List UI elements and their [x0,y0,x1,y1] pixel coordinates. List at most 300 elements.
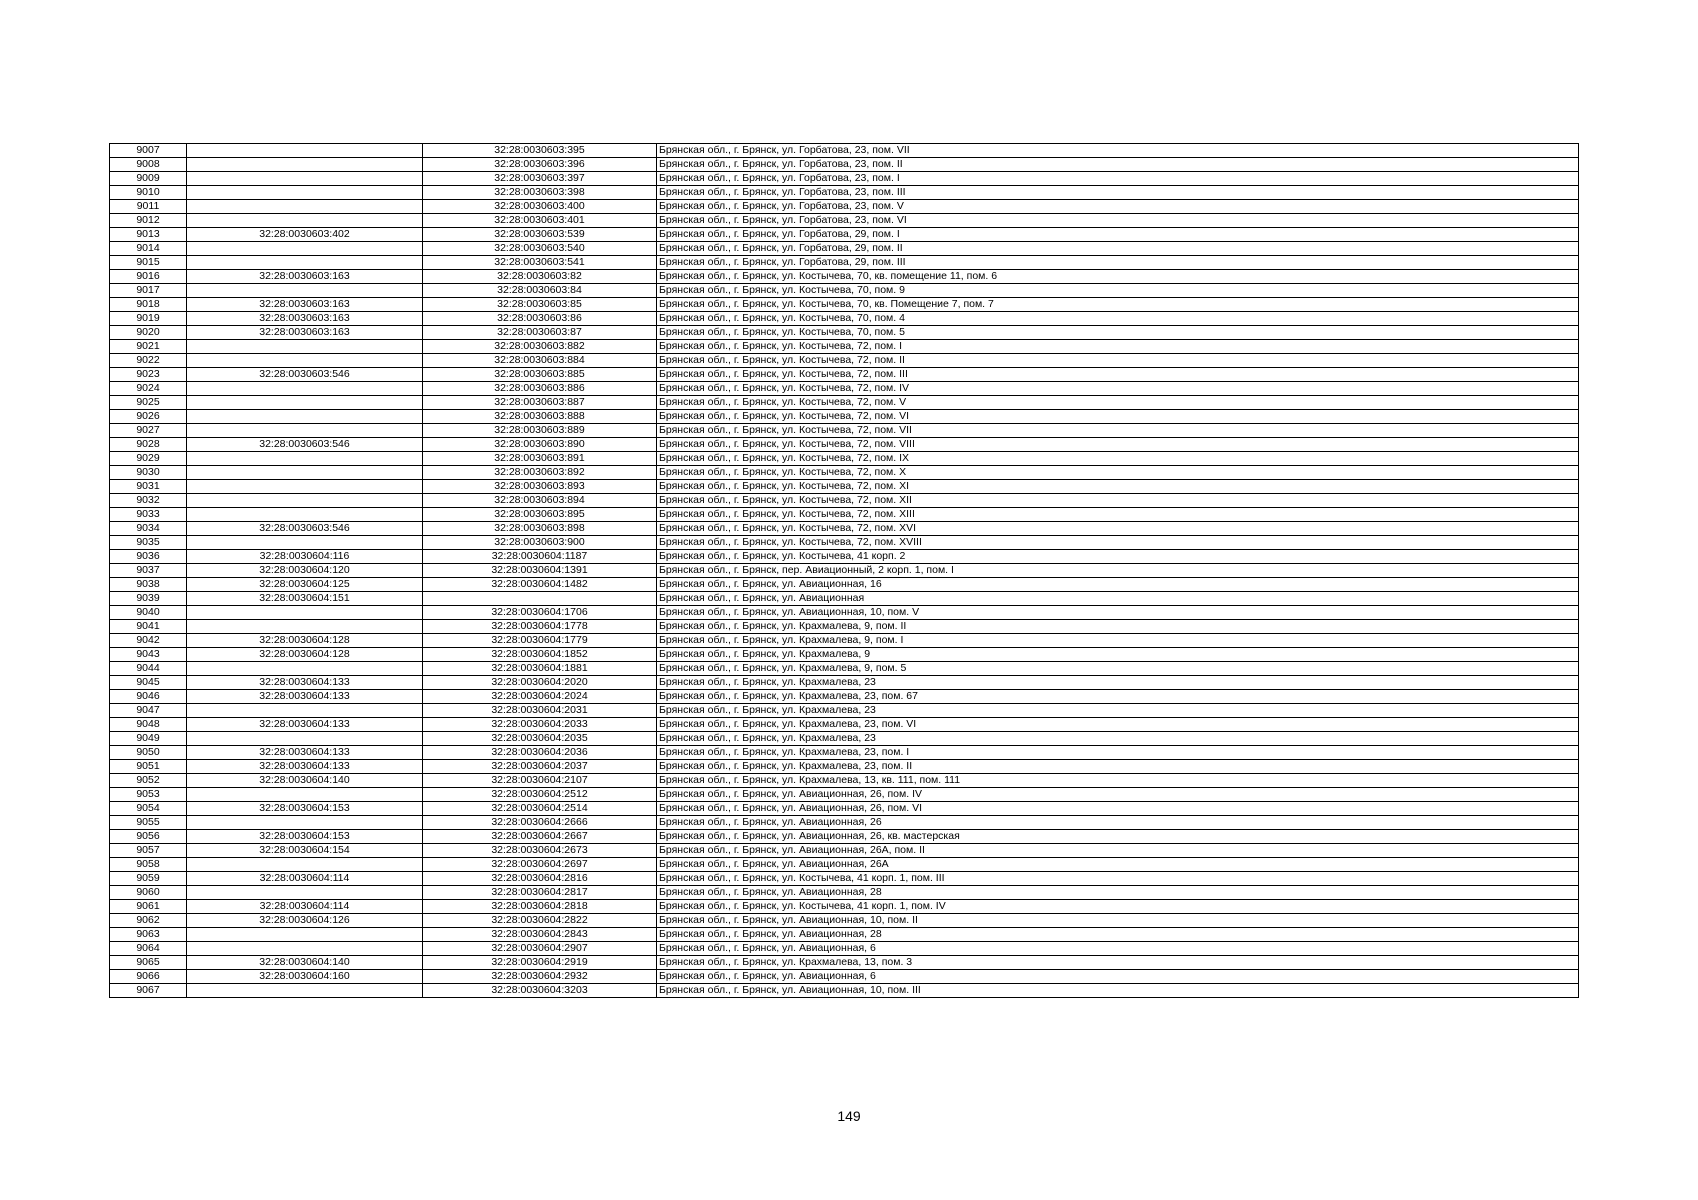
cadastral-number-cell: 32:28:0030603:889 [423,424,657,438]
parent-cadastral-number-cell [187,382,423,396]
row-number-cell: 9040 [110,606,187,620]
address-cell: Брянская обл., г. Брянск, ул. Авиационная, 10, пом. V [657,606,1579,620]
cadastral-number-cell: 32:28:0030604:1881 [423,662,657,676]
row-number-cell: 9059 [110,872,187,886]
table-row [110,438,1579,452]
cadastral-number-cell: 32:28:0030604:2932 [423,970,657,984]
table-row [110,648,1579,662]
table-row [110,746,1579,760]
table-row [110,732,1579,746]
address-cell: Брянская обл., г. Брянск, ул. Горбатова, 29, пом. II [657,242,1579,256]
parent-cadastral-number-cell [187,732,423,746]
parent-cadastral-number-cell: 32:28:0030603:163 [187,312,423,326]
cadastral-number-cell: 32:28:0030604:2666 [423,816,657,830]
cadastral-number-cell: 32:28:0030604:2843 [423,928,657,942]
parent-cadastral-number-cell [187,858,423,872]
address-cell: Брянская обл., г. Брянск, ул. Крахмалева, 9 [657,648,1579,662]
parent-cadastral-number-cell [187,256,423,270]
row-number-cell: 9060 [110,886,187,900]
cadastral-number-cell: 32:28:0030604:2919 [423,956,657,970]
parent-cadastral-number-cell: 32:28:0030604:133 [187,718,423,732]
cadastral-number-cell: 32:28:0030604:1706 [423,606,657,620]
address-cell: Брянская обл., г. Брянск, ул. Крахмалева, 23 [657,704,1579,718]
table-row [110,452,1579,466]
address-cell: Брянская обл., г. Брянск, ул. Горбатова, 23, пом. II [657,158,1579,172]
parent-cadastral-number-cell [187,284,423,298]
cadastral-number-cell: 32:28:0030603:401 [423,214,657,228]
cadastral-number-cell: 32:28:0030604:2035 [423,732,657,746]
parent-cadastral-number-cell: 32:28:0030604:140 [187,956,423,970]
address-cell: Брянская обл., г. Брянск, ул. Костычева, 72, пом. I [657,340,1579,354]
table-row [110,914,1579,928]
row-number-cell: 9051 [110,760,187,774]
table-row [110,256,1579,270]
table-row [110,228,1579,242]
parent-cadastral-number-cell [187,340,423,354]
row-number-cell: 9067 [110,984,187,998]
row-number-cell: 9033 [110,508,187,522]
table-row [110,886,1579,900]
address-cell: Брянская обл., г. Брянск, ул. Авиационная, 26А, пом. II [657,844,1579,858]
cadastral-number-cell: 32:28:0030603:887 [423,396,657,410]
address-cell: Брянская обл., г. Брянск, ул. Авиационная, 28 [657,886,1579,900]
cadastral-number-cell: 32:28:0030604:2817 [423,886,657,900]
parent-cadastral-number-cell [187,200,423,214]
parent-cadastral-number-cell: 32:28:0030604:153 [187,830,423,844]
table-row [110,270,1579,284]
address-cell: Брянская обл., г. Брянск, ул. Горбатова, 29, пом. III [657,256,1579,270]
row-number-cell: 9036 [110,550,187,564]
parent-cadastral-number-cell: 32:28:0030603:546 [187,522,423,536]
row-number-cell: 9046 [110,690,187,704]
address-cell: Брянская обл., г. Брянск, ул. Костычева, 72, пом. VII [657,424,1579,438]
row-number-cell: 9048 [110,718,187,732]
parent-cadastral-number-cell [187,480,423,494]
row-number-cell: 9039 [110,592,187,606]
address-cell: Брянская обл., г. Брянск, ул. Крахмалева, 23, пом. VI [657,718,1579,732]
row-number-cell: 9064 [110,942,187,956]
cadastral-number-cell: 32:28:0030604:2514 [423,802,657,816]
parent-cadastral-number-cell: 32:28:0030604:140 [187,774,423,788]
address-cell: Брянская обл., г. Брянск, ул. Костычева, 72, пом. III [657,368,1579,382]
cadastral-number-cell: 32:28:0030603:886 [423,382,657,396]
address-cell: Брянская обл., г. Брянск, ул. Авиационная [657,592,1579,606]
parent-cadastral-number-cell: 32:28:0030604:133 [187,676,423,690]
address-cell: Брянская обл., г. Брянск, ул. Крахмалева, 9, пом. I [657,634,1579,648]
address-cell: Брянская обл., г. Брянск, ул. Костычева, 72, пом. XII [657,494,1579,508]
table-row [110,564,1579,578]
parent-cadastral-number-cell [187,452,423,466]
address-cell: Брянская обл., г. Брянск, ул. Костычева, 72, пом. II [657,354,1579,368]
row-number-cell: 9062 [110,914,187,928]
address-cell: Брянская обл., г. Брянск, ул. Крахмалева, 23, пом. 67 [657,690,1579,704]
row-number-cell: 9038 [110,578,187,592]
address-cell: Брянская обл., г. Брянск, ул. Костычева, 72, пом. XVIII [657,536,1579,550]
address-cell: Брянская обл., г. Брянск, ул. Авиационная, 16 [657,578,1579,592]
cadastral-number-cell: 32:28:0030604:2818 [423,900,657,914]
table-row [110,690,1579,704]
cadastral-number-cell: 32:28:0030604:2907 [423,942,657,956]
parent-cadastral-number-cell: 32:28:0030604:133 [187,746,423,760]
address-cell: Брянская обл., г. Брянск, ул. Костычева, 70, пом. 9 [657,284,1579,298]
parent-cadastral-number-cell [187,942,423,956]
parent-cadastral-number-cell [187,620,423,634]
parent-cadastral-number-cell [187,606,423,620]
address-cell: Брянская обл., г. Брянск, ул. Костычева, 72, пом. X [657,466,1579,480]
table-row [110,242,1579,256]
parent-cadastral-number-cell [187,410,423,424]
parent-cadastral-number-cell: 32:28:0030604:151 [187,592,423,606]
cadastral-number-cell: 32:28:0030603:400 [423,200,657,214]
cadastral-number-cell: 32:28:0030603:890 [423,438,657,452]
table-row [110,326,1579,340]
table-row [110,858,1579,872]
cadastral-table [109,143,1579,998]
table-row [110,718,1579,732]
cadastral-number-cell: 32:28:0030604:3203 [423,984,657,998]
table-row [110,494,1579,508]
table-row [110,396,1579,410]
table-row [110,970,1579,984]
row-number-cell: 9063 [110,928,187,942]
address-cell: Брянская обл., г. Брянск, ул. Костычева, 72, пом. VIII [657,438,1579,452]
row-number-cell: 9054 [110,802,187,816]
row-number-cell: 9012 [110,214,187,228]
table-row [110,354,1579,368]
table-row [110,606,1579,620]
parent-cadastral-number-cell: 32:28:0030604:116 [187,550,423,564]
cadastral-number-cell: 32:28:0030603:397 [423,172,657,186]
parent-cadastral-number-cell: 32:28:0030603:163 [187,270,423,284]
parent-cadastral-number-cell: 32:28:0030604:128 [187,634,423,648]
parent-cadastral-number-cell [187,704,423,718]
table-row [110,410,1579,424]
cadastral-number-cell: 32:28:0030603:894 [423,494,657,508]
table-row [110,382,1579,396]
table-row [110,662,1579,676]
address-cell: Брянская обл., г. Брянск, пер. Авиационный, 2 корп. 1, пом. I [657,564,1579,578]
parent-cadastral-number-cell [187,144,423,158]
row-number-cell: 9050 [110,746,187,760]
table-row [110,704,1579,718]
table-row [110,816,1579,830]
table-row [110,872,1579,886]
parent-cadastral-number-cell: 32:28:0030604:126 [187,914,423,928]
address-cell: Брянская обл., г. Брянск, ул. Костычева, 41 корп. 1, пом. IV [657,900,1579,914]
parent-cadastral-number-cell: 32:28:0030604:153 [187,802,423,816]
table-row [110,550,1579,564]
cadastral-number-cell: 32:28:0030603:882 [423,340,657,354]
parent-cadastral-number-cell: 32:28:0030604:114 [187,900,423,914]
address-cell: Брянская обл., г. Брянск, ул. Костычева, 70, пом. 4 [657,312,1579,326]
parent-cadastral-number-cell [187,242,423,256]
address-cell: Брянская обл., г. Брянск, ул. Авиационная, 26А [657,858,1579,872]
cadastral-number-cell: 32:28:0030603:85 [423,298,657,312]
cadastral-number-cell: 32:28:0030603:893 [423,480,657,494]
address-cell: Брянская обл., г. Брянск, ул. Крахмалева, 23, пом. I [657,746,1579,760]
row-number-cell: 9034 [110,522,187,536]
cadastral-number-cell: 32:28:0030604:1391 [423,564,657,578]
row-number-cell: 9015 [110,256,187,270]
address-cell: Брянская обл., г. Брянск, ул. Авиационная, 10, пом. III [657,984,1579,998]
row-number-cell: 9007 [110,144,187,158]
parent-cadastral-number-cell: 32:28:0030603:402 [187,228,423,242]
parent-cadastral-number-cell: 32:28:0030604:154 [187,844,423,858]
row-number-cell: 9031 [110,480,187,494]
address-cell: Брянская обл., г. Брянск, ул. Крахмалева, 9, пом. 5 [657,662,1579,676]
table-row [110,760,1579,774]
table-row [110,368,1579,382]
parent-cadastral-number-cell [187,788,423,802]
row-number-cell: 9025 [110,396,187,410]
cadastral-number-cell: 32:28:0030603:885 [423,368,657,382]
row-number-cell: 9056 [110,830,187,844]
table-row [110,578,1579,592]
table-row [110,340,1579,354]
parent-cadastral-number-cell [187,396,423,410]
parent-cadastral-number-cell [187,214,423,228]
table-row [110,802,1579,816]
parent-cadastral-number-cell [187,536,423,550]
row-number-cell: 9010 [110,186,187,200]
table-row [110,830,1579,844]
parent-cadastral-number-cell [187,508,423,522]
address-cell: Брянская обл., г. Брянск, ул. Костычева, 72, пом. XVI [657,522,1579,536]
parent-cadastral-number-cell: 32:28:0030604:125 [187,578,423,592]
row-number-cell: 9035 [110,536,187,550]
cadastral-number-cell: 32:28:0030603:888 [423,410,657,424]
table-row [110,522,1579,536]
row-number-cell: 9047 [110,704,187,718]
row-number-cell: 9023 [110,368,187,382]
table-row [110,844,1579,858]
address-cell: Брянская обл., г. Брянск, ул. Крахмалева, 23, пом. II [657,760,1579,774]
cadastral-number-cell: 32:28:0030603:540 [423,242,657,256]
address-cell: Брянская обл., г. Брянск, ул. Авиационная, 26, кв. мастерская [657,830,1579,844]
cadastral-number-cell: 32:28:0030603:395 [423,144,657,158]
table-row [110,676,1579,690]
table-row [110,158,1579,172]
parent-cadastral-number-cell: 32:28:0030604:133 [187,760,423,774]
address-cell: Брянская обл., г. Брянск, ул. Костычева, 72, пом. VI [657,410,1579,424]
address-cell: Брянская обл., г. Брянск, ул. Горбатова, 29, пом. I [657,228,1579,242]
cadastral-number-cell: 32:28:0030603:84 [423,284,657,298]
row-number-cell: 9043 [110,648,187,662]
address-cell: Брянская обл., г. Брянск, ул. Авиационная, 26, пом. VI [657,802,1579,816]
parent-cadastral-number-cell [187,984,423,998]
table-row [110,536,1579,550]
parent-cadastral-number-cell [187,466,423,480]
cadastral-number-cell: 32:28:0030603:884 [423,354,657,368]
cadastral-number-cell: 32:28:0030603:398 [423,186,657,200]
row-number-cell: 9057 [110,844,187,858]
address-cell: Брянская обл., г. Брянск, ул. Костычева, 72, пом. IX [657,452,1579,466]
address-cell: Брянская обл., г. Брянск, ул. Горбатова, 23, пом. I [657,172,1579,186]
row-number-cell: 9011 [110,200,187,214]
parent-cadastral-number-cell [187,662,423,676]
page-number: 149 [837,1108,861,1124]
cadastral-number-cell: 32:28:0030604:2024 [423,690,657,704]
table-row [110,186,1579,200]
row-number-cell: 9013 [110,228,187,242]
row-number-cell: 9065 [110,956,187,970]
row-number-cell: 9066 [110,970,187,984]
cadastral-number-cell: 32:28:0030604:2031 [423,704,657,718]
row-number-cell: 9027 [110,424,187,438]
row-number-cell: 9016 [110,270,187,284]
address-cell: Брянская обл., г. Брянск, ул. Горбатова, 23, пом. V [657,200,1579,214]
row-number-cell: 9049 [110,732,187,746]
cadastral-number-cell: 32:28:0030604:2697 [423,858,657,872]
table-row [110,200,1579,214]
address-cell: Брянская обл., г. Брянск, ул. Крахмалева, 23 [657,676,1579,690]
address-cell: Брянская обл., г. Брянск, ул. Горбатова, 23, пом. VI [657,214,1579,228]
address-cell: Брянская обл., г. Брянск, ул. Горбатова, 23, пом. VII [657,144,1579,158]
parent-cadastral-number-cell: 32:28:0030604:160 [187,970,423,984]
row-number-cell: 9053 [110,788,187,802]
parent-cadastral-number-cell: 32:28:0030604:128 [187,648,423,662]
row-number-cell: 9014 [110,242,187,256]
address-cell: Брянская обл., г. Брянск, ул. Костычева, 72, пом. XIII [657,508,1579,522]
table-row [110,508,1579,522]
row-number-cell: 9045 [110,676,187,690]
row-number-cell: 9055 [110,816,187,830]
parent-cadastral-number-cell [187,816,423,830]
address-cell: Брянская обл., г. Брянск, ул. Костычева, 72, пом. V [657,396,1579,410]
row-number-cell: 9061 [110,900,187,914]
cadastral-number-cell: 32:28:0030603:82 [423,270,657,284]
table-row [110,592,1579,606]
cadastral-number-cell: 32:28:0030604:2822 [423,914,657,928]
address-cell: Брянская обл., г. Брянск, ул. Горбатова, 23, пом. III [657,186,1579,200]
table-row [110,312,1579,326]
cadastral-number-cell: 32:28:0030604:2037 [423,760,657,774]
cadastral-number-cell: 32:28:0030603:895 [423,508,657,522]
parent-cadastral-number-cell [187,928,423,942]
row-number-cell: 9024 [110,382,187,396]
address-cell: Брянская обл., г. Брянск, ул. Костычева, 41 корп. 1, пом. III [657,872,1579,886]
row-number-cell: 9030 [110,466,187,480]
table-row [110,900,1579,914]
row-number-cell: 9058 [110,858,187,872]
table-row [110,774,1579,788]
address-cell: Брянская обл., г. Брянск, ул. Костычева, 41 корп. 2 [657,550,1579,564]
parent-cadastral-number-cell: 32:28:0030604:133 [187,690,423,704]
table-row [110,984,1579,998]
table-row [110,788,1579,802]
table-row [110,298,1579,312]
cadastral-number-cell: 32:28:0030604:1779 [423,634,657,648]
parent-cadastral-number-cell [187,494,423,508]
address-cell: Брянская обл., г. Брянск, ул. Костычева, 70, кв. помещение 11, пом. 6 [657,270,1579,284]
cadastral-number-cell: 32:28:0030604:2673 [423,844,657,858]
row-number-cell: 9009 [110,172,187,186]
parent-cadastral-number-cell [187,354,423,368]
table-row [110,284,1579,298]
cadastral-number-cell: 32:28:0030604:2512 [423,788,657,802]
parent-cadastral-number-cell [187,172,423,186]
cadastral-number-cell: 32:28:0030603:539 [423,228,657,242]
row-number-cell: 9019 [110,312,187,326]
parent-cadastral-number-cell: 32:28:0030604:120 [187,564,423,578]
row-number-cell: 9032 [110,494,187,508]
address-cell: Брянская обл., г. Брянск, ул. Крахмалева, 9, пом. II [657,620,1579,634]
cadastral-number-cell: 32:28:0030604:1778 [423,620,657,634]
cadastral-number-cell: 32:28:0030603:900 [423,536,657,550]
parent-cadastral-number-cell: 32:28:0030603:163 [187,298,423,312]
row-number-cell: 9052 [110,774,187,788]
parent-cadastral-number-cell [187,186,423,200]
table-body [110,144,1579,998]
table-row [110,466,1579,480]
address-cell: Брянская обл., г. Брянск, ул. Крахмалева, 23 [657,732,1579,746]
parent-cadastral-number-cell [187,424,423,438]
row-number-cell: 9042 [110,634,187,648]
cadastral-number-cell: 32:28:0030603:87 [423,326,657,340]
table-row [110,172,1579,186]
cadastral-number-cell: 32:28:0030604:1852 [423,648,657,662]
row-number-cell: 9026 [110,410,187,424]
cadastral-number-cell: 32:28:0030603:86 [423,312,657,326]
table-row [110,214,1579,228]
cadastral-number-cell: 32:28:0030604:2107 [423,774,657,788]
table-row [110,928,1579,942]
cadastral-number-cell: 32:28:0030604:1482 [423,578,657,592]
cadastral-number-cell: 32:28:0030603:396 [423,158,657,172]
table-row [110,424,1579,438]
cadastral-number-cell: 32:28:0030604:2020 [423,676,657,690]
cadastral-number-cell [423,592,657,606]
cadastral-number-cell: 32:28:0030603:898 [423,522,657,536]
row-number-cell: 9029 [110,452,187,466]
parent-cadastral-number-cell: 32:28:0030603:163 [187,326,423,340]
parent-cadastral-number-cell [187,886,423,900]
address-cell: Брянская обл., г. Брянск, ул. Крахмалева, 13, пом. 3 [657,956,1579,970]
address-cell: Брянская обл., г. Брянск, ул. Костычева, 70, кв. Помещение 7, пом. 7 [657,298,1579,312]
row-number-cell: 9017 [110,284,187,298]
row-number-cell: 9044 [110,662,187,676]
parent-cadastral-number-cell: 32:28:0030604:114 [187,872,423,886]
row-number-cell: 9028 [110,438,187,452]
address-cell: Брянская обл., г. Брянск, ул. Авиационная, 6 [657,970,1579,984]
row-number-cell: 9021 [110,340,187,354]
cadastral-number-cell: 32:28:0030604:2667 [423,830,657,844]
address-cell: Брянская обл., г. Брянск, ул. Авиационная, 26 [657,816,1579,830]
cadastral-number-cell: 32:28:0030604:2036 [423,746,657,760]
address-cell: Брянская обл., г. Брянск, ул. Костычева, 72, пом. IV [657,382,1579,396]
table-row [110,634,1579,648]
row-number-cell: 9018 [110,298,187,312]
table-row [110,942,1579,956]
address-cell: Брянская обл., г. Брянск, ул. Авиационная, 26, пом. IV [657,788,1579,802]
row-number-cell: 9037 [110,564,187,578]
cadastral-number-cell: 32:28:0030604:1187 [423,550,657,564]
address-cell: Брянская обл., г. Брянск, ул. Крахмалева, 13, кв. 111, пом. 111 [657,774,1579,788]
address-cell: Брянская обл., г. Брянск, ул. Костычева, 70, пом. 5 [657,326,1579,340]
cadastral-number-cell: 32:28:0030603:541 [423,256,657,270]
address-cell: Брянская обл., г. Брянск, ул. Авиационная, 10, пом. II [657,914,1579,928]
address-cell: Брянская обл., г. Брянск, ул. Авиационная, 6 [657,942,1579,956]
address-cell: Брянская обл., г. Брянск, ул. Авиационная, 28 [657,928,1579,942]
parent-cadastral-number-cell: 32:28:0030603:546 [187,438,423,452]
cadastral-number-cell: 32:28:0030604:2033 [423,718,657,732]
cadastral-number-cell: 32:28:0030603:892 [423,466,657,480]
table-row [110,480,1579,494]
table-row [110,144,1579,158]
cadastral-number-cell: 32:28:0030604:2816 [423,872,657,886]
row-number-cell: 9022 [110,354,187,368]
parent-cadastral-number-cell [187,158,423,172]
